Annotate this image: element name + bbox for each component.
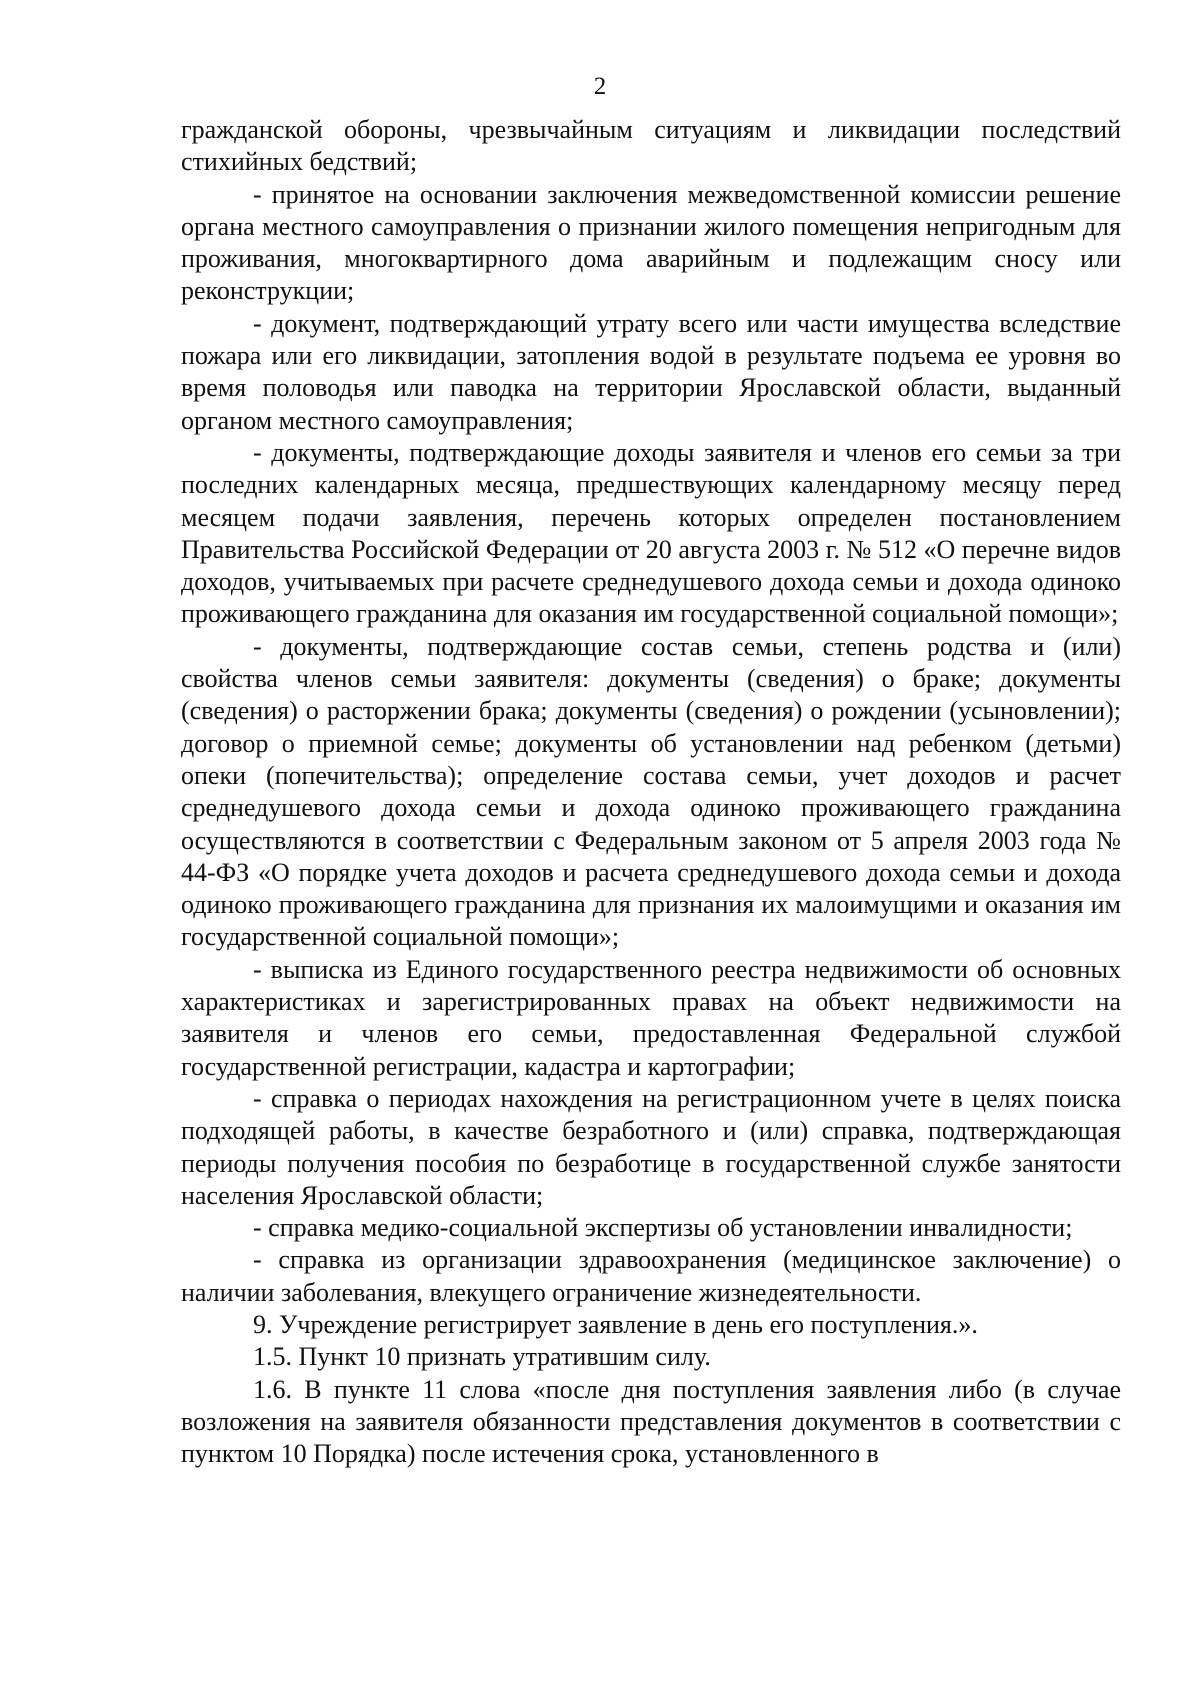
paragraph: - справка о периодах нахождения на регистрационном учете в целях поиска подходящей работы, в качестве безработного и (или) справка, подтверждающая периоды получения пособия по безработице в государственной службе занятости населения Ярославской области; [181, 1083, 1121, 1210]
paragraph: гражданской обороны, чрезвычайным ситуациям и ликвидации последствий стихийных бедствий; [181, 115, 1121, 177]
paragraph: - документ, подтверждающий утрату всего или части имущества вследствие пожара или его ликвидации, затопления водой в результате подъема ее уровня во время половодья или паводка на территории Ярославской области, выданный органом местного самоуправления; [181, 308, 1121, 435]
paragraph: - справка медико-социальной экспертизы об установлении инвалидности; [253, 1213, 1073, 1243]
paragraph: 1.5. Пункт 10 признать утратившим силу. [253, 1342, 711, 1372]
paragraph: - документы, подтверждающие доходы заявителя и членов его семьи за три последних календарных месяца, предшествующих календарному месяцу перед месяцем подачи заявления, перечень которых определен постановлением Правительства Российской Федерации от 20 августа 2003 г. № 512 «О перечне видов доходов, учитываемых при расчете среднедушевого дохода семьи и дохода одиноко проживающего гражданина для оказания им государственной социальной помощи»; [181, 437, 1121, 629]
paragraph: - выписка из Единого государственного реестра недвижимости об основных характеристиках и зарегистрированных правах на объект недвижимости на заявителя и членов его семьи, предоставленная Федеральной службой государственной регистрации, кадастра и картографии; [181, 954, 1121, 1081]
paragraph: - справка из организации здравоохранения (медицинское заключение) о наличии заболевания, влекущего ограничение жизнедеятельности. [181, 1245, 1121, 1307]
document-body [181, 114, 1121, 1470]
page-number: 2 [593, 73, 607, 100]
paragraph: - документы, подтверждающие состав семьи, степень родства и (или) свойства членов семьи заявителя: документы (сведения) о браке; документы (сведения) о расторжении брака; документы (сведения) о рождении (усыновлении); договор о приемной семье; документы об установлении над ребенком (детьми) опеки (попечительства); определение состава семьи, учет доходов и расчет среднедушевого дохода семьи и дохода одиноко проживающего гражданина осуществляются в соответствии с Федеральным законом от 5 апреля 2003 года № 44-ФЗ «О порядке учета доходов и расчета среднедушевого дохода семьи и дохода одиноко проживающего гражданина для признания их малоимущими и оказания им государственной социальной помощи»; [181, 631, 1121, 952]
paragraph: 1.6. В пункте 11 слова «после дня поступления заявления либо (в случае возложения на заявителя обязанности представления документов в соответствии с пунктом 10 Порядка) после истечения срока, установленного в [181, 1374, 1121, 1469]
paragraph: 9. Учреждение регистрирует заявление в день его поступления.». [253, 1309, 978, 1339]
paragraph: - принятое на основании заключения межведомственной комиссии решение органа местного самоуправления о признании жилого помещения непригодным для проживания, многоквартирного дома аварийным и подлежащим сносу или реконструкции; [181, 179, 1121, 306]
